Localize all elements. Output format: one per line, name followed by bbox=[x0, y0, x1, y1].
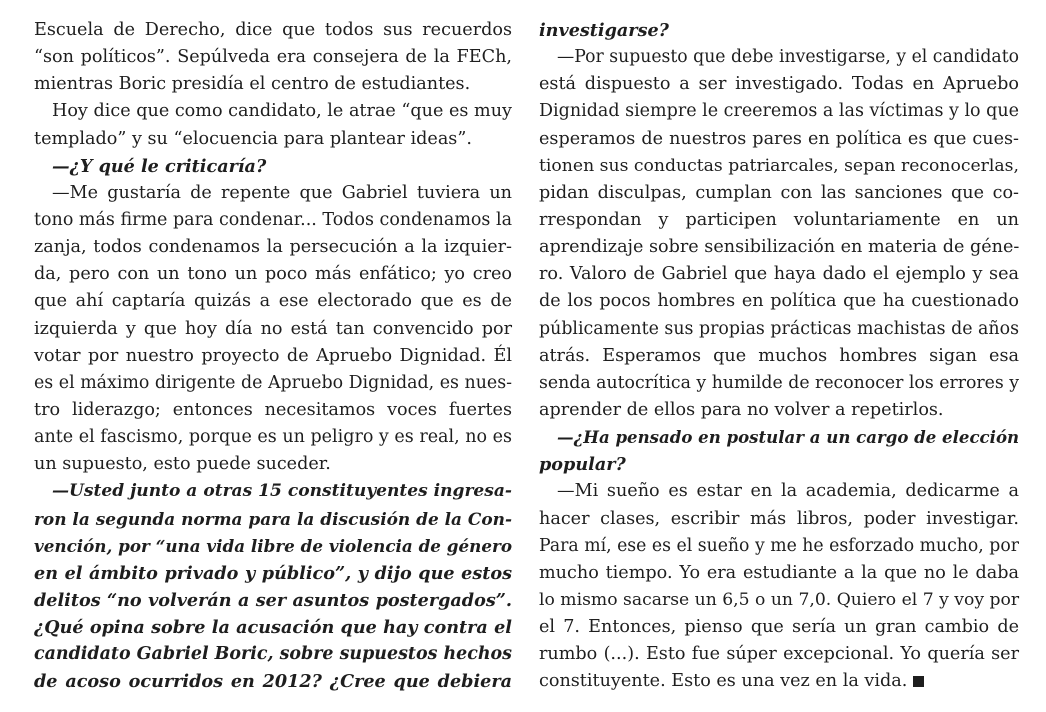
text-line: ante el fascismo, porque es un peligro y es real, no es bbox=[34, 427, 512, 448]
interview-question: delitos “no volverán a ser asuntos postergados”. bbox=[34, 589, 512, 611]
text-line: —Mi sueño es estar en la academia, dedicarme a bbox=[557, 481, 1019, 502]
text-line-last bbox=[539, 668, 1019, 695]
text-line: tono más firme para condenar... Todos condenamos la bbox=[34, 209, 512, 230]
left-column bbox=[34, 17, 512, 696]
text-line: rumbo (...). Esto fue súper excepcional. Yo quería ser bbox=[539, 644, 1019, 665]
text-line: esperamos de nuestros pares en política es que cues- bbox=[539, 128, 1019, 149]
text-line: públicamente sus propias prácticas machistas de años bbox=[539, 318, 1019, 339]
text-line: que ahí captaría quizás a ese electorado que es de bbox=[34, 291, 512, 312]
text-line: Para mí, ese es el sueño y me he esforzado mucho, por bbox=[539, 535, 1019, 556]
text-line: Escuela de Derecho, dice que todos sus recuerdos bbox=[34, 20, 512, 40]
interview-question: popular? bbox=[539, 454, 626, 476]
text-line: un supuesto, esto puede suceder. bbox=[34, 454, 331, 475]
interview-question: —¿Y qué le criticaría? bbox=[52, 155, 267, 177]
text-line: atrás. Esperamos que muchos hombres sigan esa bbox=[539, 345, 1019, 366]
text-line: de los pocos hombres en política que ha cuestionado bbox=[539, 291, 1019, 312]
text-line: rrespondan y participen voluntariamente en un bbox=[539, 209, 1019, 230]
text-line: aprendizaje sobre sensibilización en materia de géne- bbox=[539, 237, 1020, 258]
text-line: está dispuesto a ser investigado. Todas en Apruebo bbox=[539, 74, 1019, 95]
text-line: tionen sus conductas patriarcales, sepan reconocerlas, bbox=[539, 155, 1019, 176]
text-line: da, pero con un tono un poco más enfático; yo creo bbox=[34, 264, 512, 285]
text-line: zanja, todos condenamos la persecución a la izquier- bbox=[34, 237, 512, 258]
text-line: senda autocrítica y humilde de reconocer los errores y bbox=[539, 372, 1020, 393]
right-column bbox=[539, 17, 1019, 696]
interview-question: candidato Gabriel Boric, sobre supuestos hechos bbox=[34, 644, 512, 665]
interview-question: —¿Ha pensado en postular a un cargo de elección bbox=[557, 427, 1020, 448]
interview-question: en el ámbito privado y público”, y dijo que estos bbox=[34, 562, 512, 584]
interview-question: investigarse? bbox=[539, 20, 669, 41]
text-line: mucho tiempo. Yo era estudiante a la que no le daba bbox=[539, 562, 1019, 583]
text-line: votar por nuestro proyecto de Apruebo Dignidad. Él bbox=[34, 345, 512, 366]
interview-question: vención, por “una vida libre de violencia de género bbox=[34, 535, 512, 556]
text-line: Hoy dice que como candidato, le atrae “que es muy bbox=[52, 101, 512, 122]
text-line: Dignidad siempre le creeremos a las víctimas y lo que bbox=[539, 101, 1019, 122]
text-line: “son políticos”. Sepúlveda era consejera de la FECh, bbox=[34, 47, 512, 68]
text-line: izquierda y que hoy día no está tan convencido por bbox=[34, 318, 512, 339]
interview-question: —Usted junto a otras 15 constituyentes ingresa- bbox=[52, 481, 512, 502]
text-line: ro. Valoro de Gabriel que haya dado el ejemplo y sea bbox=[539, 264, 1019, 285]
text-line: hacer clases, escribir más libros, poder investigar. bbox=[539, 508, 1019, 529]
text-line: pidan disculpas, cumplan con las sanciones que co- bbox=[539, 182, 1019, 203]
interview-question: de acoso ocurridos en 2012? ¿Cree que debiera bbox=[34, 671, 512, 693]
text-line: —Me gustaría de repente que Gabriel tuviera un bbox=[52, 182, 512, 203]
text-line-final: constituyente. Esto es una vez en la vida. bbox=[539, 671, 908, 692]
interview-question: ¿Qué opina sobre la acusación que hay contra el bbox=[34, 617, 512, 639]
text-line: tro liderazgo; entonces necesitamos voces fuertes bbox=[34, 399, 512, 420]
text-line: aprender de ellos para no volver a repetirlos. bbox=[539, 399, 944, 420]
text-line: templado” y su “elocuencia para plantear ideas”. bbox=[34, 128, 472, 149]
end-of-article-mark bbox=[913, 676, 924, 687]
text-line: —Por supuesto que debe investigarse, y el candidato bbox=[557, 47, 1019, 68]
interview-question: ron la segunda norma para la discusión de la Con- bbox=[34, 508, 512, 529]
text-line: mientras Boric presidía el centro de estudiantes. bbox=[34, 74, 471, 95]
text-line: lo mismo sacarse un 6,5 o un 7,0. Quiero el 7 y voy por bbox=[539, 589, 1020, 610]
text-line: el 7. Entonces, pienso que sería un gran cambio de bbox=[539, 617, 1019, 638]
text-line: es el máximo dirigente de Apruebo Dignidad, es nues- bbox=[34, 372, 512, 393]
